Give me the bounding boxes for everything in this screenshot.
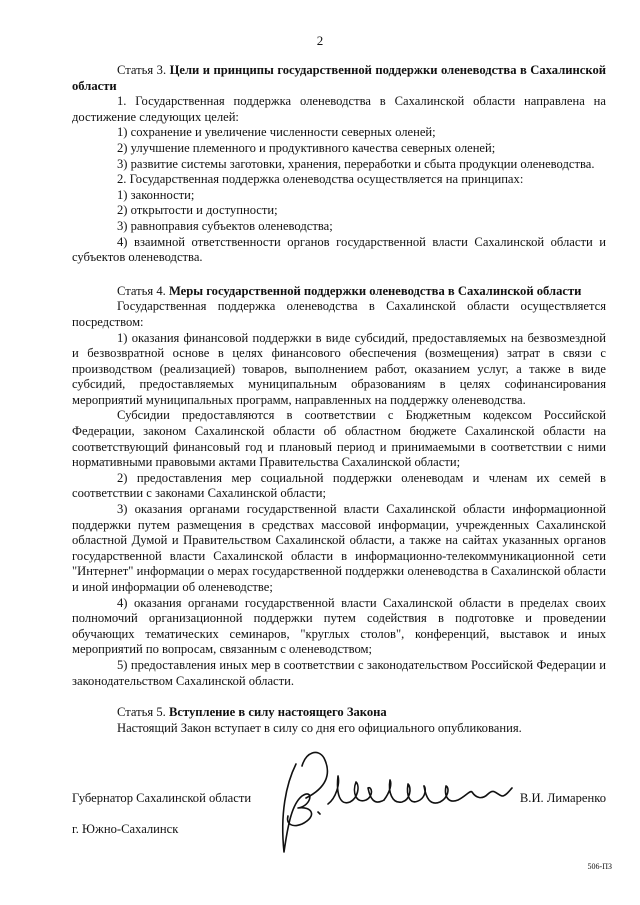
article-4-label: Статья 4. [117,283,166,298]
article-4-paragraph: 2) предоставления мер социальной поддержки оленеводам и членам их семей в соответствии с законами Сахалинской области; [72,470,606,501]
article-3-paragraph: 2) открытости и доступности; [117,203,278,218]
article-4-paragraph: 1) оказания финансовой поддержки в виде субсидий, предоставляемых на безвозмездной и безвозвратной основе в целях финансового обеспечения (возмещения) затрат в связи с производством (реализацией) товаров, выполнением работ, оказанием услуг, а также в виде субсидий, предоставляемых муниципальным образованиям в целях софинансирования мероприятий муниципальных программ, направленных на поддержку оленеводства. [72,330,606,407]
article-4-paragraph: Государственная поддержка оленеводства в Сахалинской области осуществляется посредством: [72,299,606,329]
article-4-paragraph: 4) оказания органами государственной власти Сахалинской области в пределах своих полномочий организационной поддержки путем содействия в подготовке и проведении обучающих тематических семинаров, "круглых столов", конференций, выставок и иных мероприятий по вопросам, связанным с оленеводством; [72,595,606,657]
handwritten-signature [266,744,516,856]
article-4-heading [72,284,606,300]
document-body [72,63,606,736]
city-name: г. Южно-Сахалинск [72,822,179,836]
article-5-heading [72,705,606,721]
article-3-title: Цели и принципы государственной поддержки оленеводства в Сахалинской области [72,63,607,93]
article-4-paragraph: Субсидии предоставляются в соответствии с Бюджетным кодексом Российской Федерации, законом Сахалинской области об областном бюджете Сахалинской области на соответствующий финансовый год и плановый период и принимаемыми в соответствии с ними нормативными правовыми актами Правительства Сахалинской области; [72,408,606,470]
article-3-heading [72,63,606,94]
signatory-position: Губернатор Сахалинской области [72,791,252,805]
article-3-paragraph: 1) законности; [117,187,195,202]
article-3-label: Статья 3. [117,63,167,77]
article-5-label: Статья 5. [117,705,166,720]
page-number: 2 [316,33,324,48]
article-3-paragraph: 2) улучшение племенного и продуктивного качества северных оленей; [117,140,496,155]
article-3-paragraph: 1. Государственная поддержка оленеводства в Сахалинской области направлена на достижение следующих целей: [72,94,606,124]
article-3-paragraph: 3) развитие системы заготовки, хранения, переработки и сбыта продукции оленеводства. [117,156,595,171]
signatory-name: В.И. Лимаренко [519,791,606,805]
article-4-title: Меры государственной поддержки оленеводства в Сахалинской области [168,283,582,298]
article-5-paragraph: Настоящий Закон вступает в силу со дня его официального опубликования. [117,720,522,735]
article-3-paragraph: 3) равноправия субъектов оленеводства; [117,218,333,233]
article-3-paragraph: 2. Государственная поддержка оленеводства осуществляется на принципах: [117,172,524,187]
article-3-paragraph: 4) взаимной ответственности органов государственной власти Сахалинской области и субъектов оленеводства. [72,234,606,265]
document-code: 506-ПЗ [587,862,612,871]
article-3-paragraph: 1) сохранение и увеличение численности северных оленей; [117,125,436,140]
article-4-paragraph: 3) оказания органами государственной власти Сахалинской области информационной поддержки путем размещения в средствах массовой информации, учрежденных Сахалинской областной Думой и Правительством Сахалинской области, а также на сайтах указанных органов государственной власти Сахалинской области в информационно-телекоммуникационной сети "Интернет" информации о мерах государственной поддержки оленеводства в Сахалинской области и иной информации об оленеводстве; [72,502,606,594]
article-4-paragraph: 5) предоставления иных мер в соответствии с законодательством Российской Федерации и законодательством Сахалинской области. [72,657,606,688]
article-5-title: Вступление в силу настоящего Закона [168,705,387,720]
